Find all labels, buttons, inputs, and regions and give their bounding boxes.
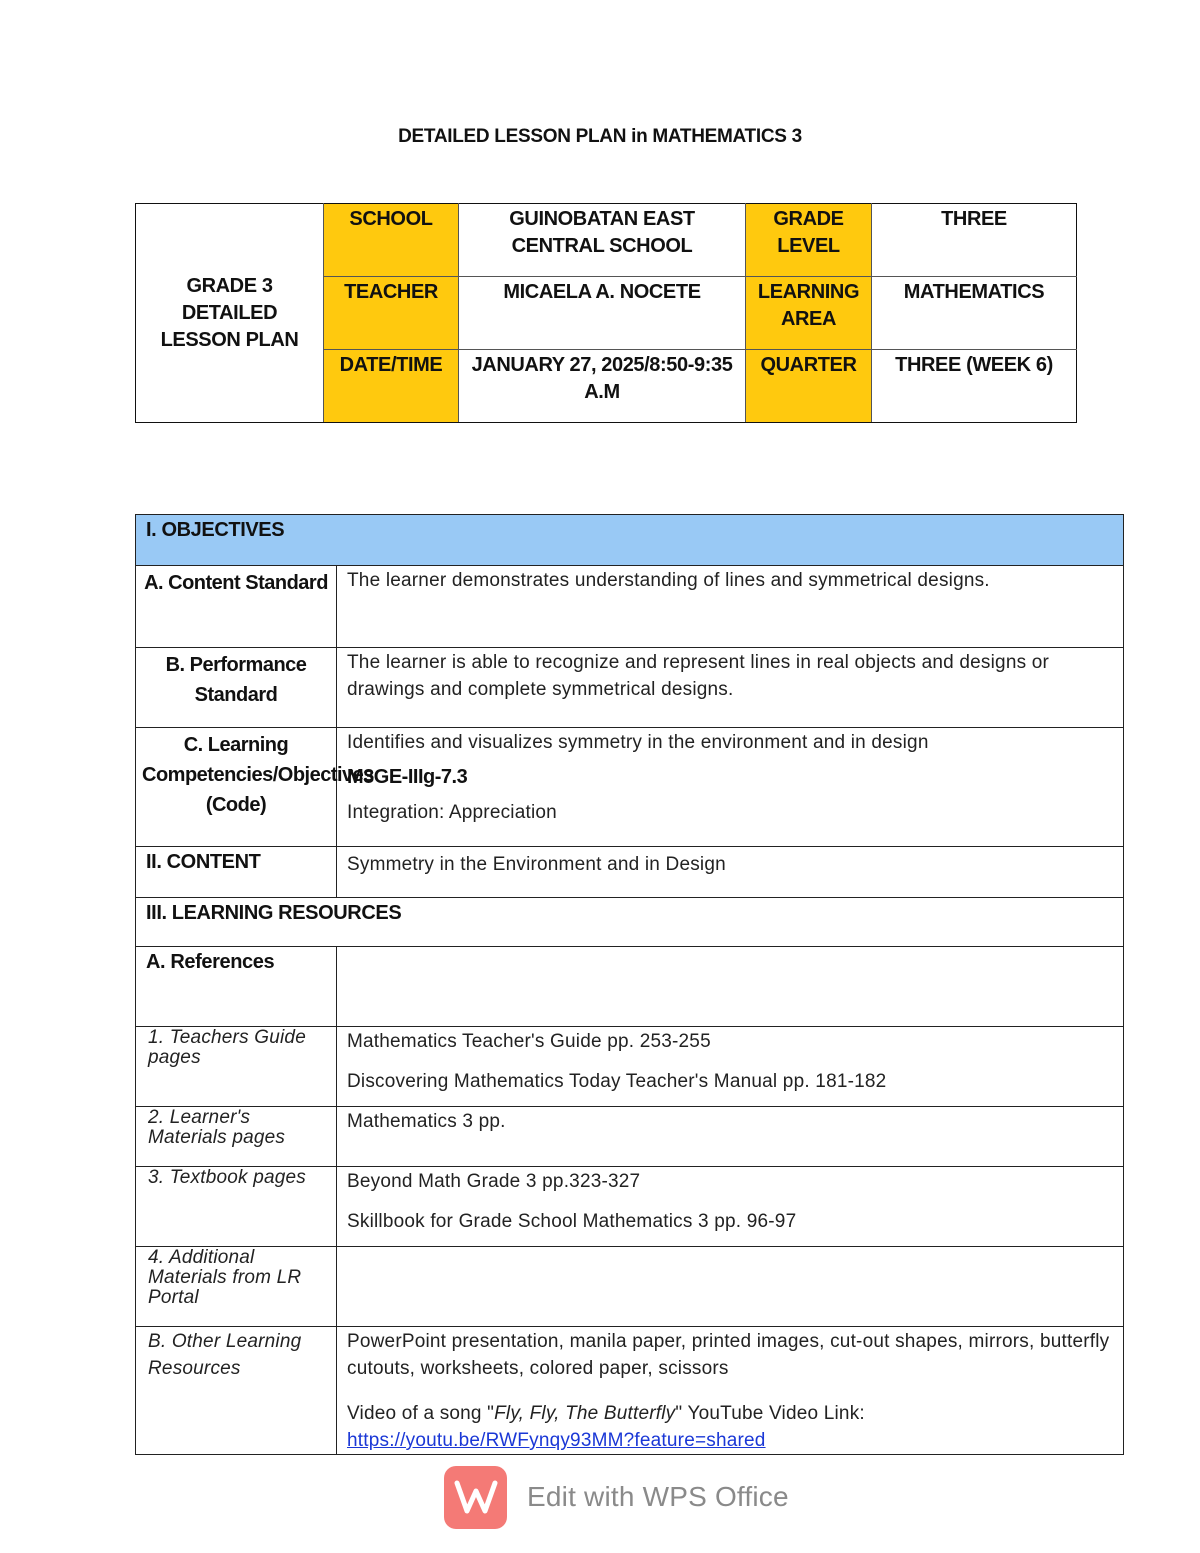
competency-text: Identifies and visualizes symmetry in the environment and in design <box>347 732 929 753</box>
teacher-label: TEACHER <box>324 277 459 350</box>
wps-logo-icon <box>444 1466 507 1529</box>
grade-level-value: THREE <box>872 204 1077 277</box>
textbook-pages-cell <box>337 1167 1124 1247</box>
learning-competencies-cell <box>337 728 1124 847</box>
other-resources-text: PowerPoint presentation, manila paper, printed images, cut-out shapes, mirrors, butterfly cutouts, worksheets, colored paper, scissors <box>347 1331 1110 1379</box>
learners-materials-label: 2. Learner's Materials pages <box>136 1107 337 1167</box>
teacher-value: MICAELA A. NOCETE <box>459 277 746 350</box>
school-label: SCHOOL <box>324 204 459 277</box>
video-song-title: Fly, Fly, The Butterfly <box>494 1403 676 1424</box>
other-resources-cell <box>337 1327 1124 1455</box>
references-label: A. References <box>136 947 337 1027</box>
document-title: DETAILED LESSON PLAN in MATHEMATICS 3 <box>398 126 802 147</box>
content-label: II. CONTENT <box>136 847 337 898</box>
wps-edit-text: Edit with WPS Office <box>527 1481 789 1512</box>
video-suffix: " YouTube Video Link: <box>675 1403 865 1424</box>
quarter-label: QUARTER <box>746 350 872 423</box>
objectives-heading: I. OBJECTIVES <box>136 515 1124 566</box>
video-link[interactable]: https://youtu.be/RWFynqy93MM?feature=shared <box>347 1430 766 1451</box>
teachers-guide-label: 1. Teachers Guide pages <box>136 1027 337 1107</box>
school-value: GUINOBATAN EAST CENTRAL SCHOOL <box>459 204 746 277</box>
textbook-line1: Beyond Math Grade 3 pp.323-327 <box>347 1171 641 1192</box>
date-time-value: JANUARY 27, 2025/8:50-9:35 A.M <box>459 350 746 423</box>
references-empty-cell <box>337 947 1124 1027</box>
additional-materials-label: 4. Additional Materials from LR Portal <box>136 1247 337 1327</box>
content-standard-text: The learner demonstrates understanding of lines and symmetrical designs. <box>337 566 1124 648</box>
integration-text: Integration: Appreciation <box>347 802 557 823</box>
lesson-plan-table <box>135 514 1124 1455</box>
wps-office-banner[interactable] <box>444 1465 789 1529</box>
teachers-guide-line1: Mathematics Teacher's Guide pp. 253-255 <box>347 1031 711 1052</box>
learning-area-value: MATHEMATICS <box>872 277 1077 350</box>
learners-materials-text: Mathematics 3 pp. <box>337 1107 1124 1167</box>
performance-standard-label: B. Performance Standard <box>136 648 337 728</box>
learning-resources-heading: III. LEARNING RESOURCES <box>136 898 1124 947</box>
other-resources-label: B. Other Learning Resources <box>136 1327 337 1455</box>
content-standard-label: A. Content Standard <box>136 566 337 648</box>
header-info-table <box>135 203 1077 423</box>
content-text: Symmetry in the Environment and in Design <box>337 847 1124 898</box>
grade-level-label: GRADE LEVEL <box>746 204 872 277</box>
teachers-guide-cell <box>337 1027 1124 1107</box>
learning-competencies-label: C. Learning Competencies/Objectives (Code) <box>136 728 337 847</box>
plan-label: GRADE 3 DETAILED LESSON PLAN <box>136 204 324 423</box>
teachers-guide-line2: Discovering Mathematics Today Teacher's Manual pp. 181-182 <box>347 1071 887 1092</box>
video-line <box>347 1400 1113 1454</box>
textbook-line2: Skillbook for Grade School Mathematics 3 pp. 96-97 <box>347 1211 797 1232</box>
textbook-pages-label: 3. Textbook pages <box>136 1167 337 1247</box>
learning-area-label: LEARNING AREA <box>746 277 872 350</box>
date-time-label: DATE/TIME <box>324 350 459 423</box>
competency-code: M3GE-IIIg-7.3 <box>347 766 468 788</box>
additional-materials-empty-cell <box>337 1247 1124 1327</box>
video-prefix: Video of a song " <box>347 1403 495 1424</box>
performance-standard-text: The learner is able to recognize and represent lines in real objects and designs or drawings and complete symmetrical designs. <box>337 648 1124 728</box>
quarter-value: THREE (WEEK 6) <box>872 350 1077 423</box>
